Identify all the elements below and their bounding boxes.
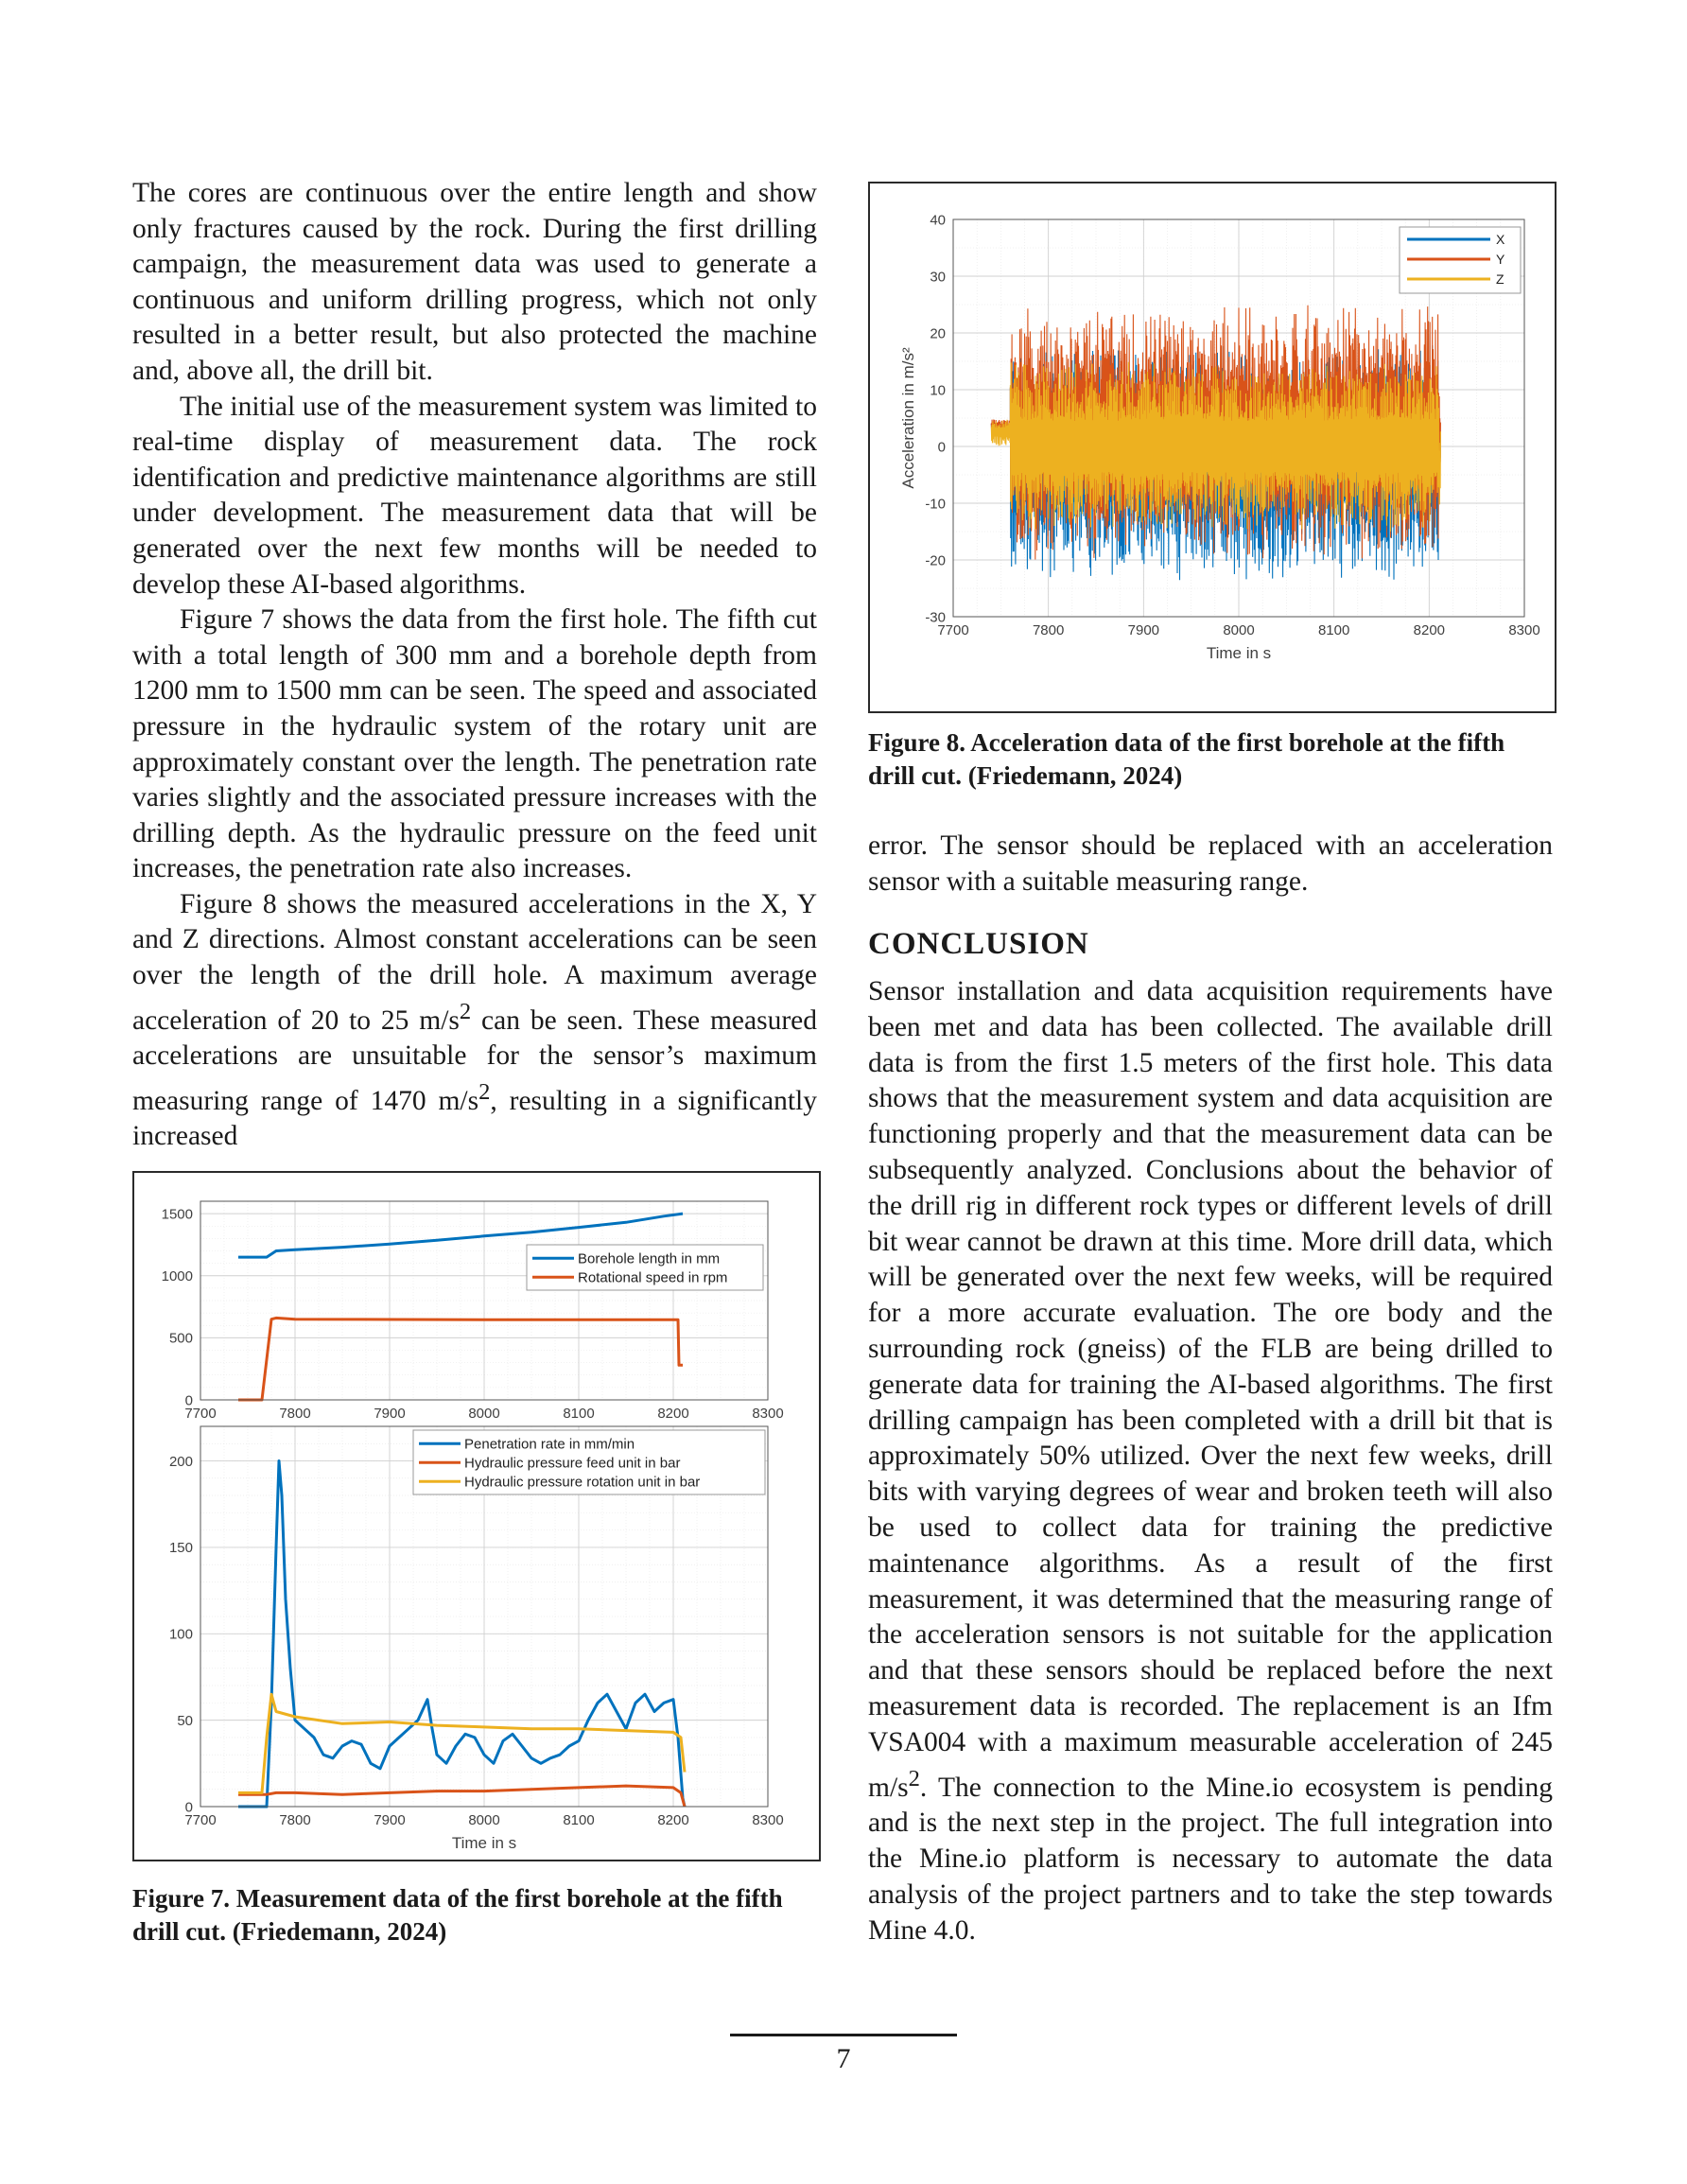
y-tick-label: 150 bbox=[168, 1540, 193, 1557]
y-tick-label: -20 bbox=[925, 552, 946, 569]
acceleration-chart bbox=[870, 183, 1555, 711]
x-tick-label: 8200 bbox=[657, 1406, 689, 1422]
section-heading: CONCLUSION bbox=[868, 927, 1089, 961]
legend-label: Penetration rate in mm/min bbox=[464, 1436, 635, 1453]
x-tick-label: 8300 bbox=[752, 1812, 784, 1828]
y-tick-label: 500 bbox=[168, 1330, 193, 1347]
x-tick-label: 7800 bbox=[1032, 622, 1065, 638]
paragraph: The initial use of the measurement system was limited to real-time display of measurement data. The rock identification and predictive maintenance algorithms are still under development. The measurement data that will be generated over the next few months will be needed to develop these AI-based algorithms. bbox=[132, 391, 817, 600]
x-tick-label: 7700 bbox=[184, 1406, 217, 1422]
y-tick-label: 1000 bbox=[161, 1268, 193, 1284]
footer-rule bbox=[730, 2034, 957, 2036]
y-tick-label: 10 bbox=[930, 382, 946, 399]
x-tick-label: 8000 bbox=[468, 1812, 500, 1828]
superscript: 2 bbox=[908, 1765, 920, 1791]
paragraph: Figure 7 shows the data from the first hole. The fifth cut with a total length of 300 mm and a borehole depth from 1200 mm to 1500 mm can be seen. The speed and associated pressure in the hydraulic system of the rotary unit are approximately constant over the length. The penetration rate varies slightly and the associated pressure increases with the drilling depth. As the hydraulic pressure on the feed unit increases, the penetration rate also increases. bbox=[132, 604, 817, 884]
y-tick-label: 0 bbox=[937, 439, 946, 456]
page-number: 7 bbox=[836, 2043, 851, 2074]
paragraph bbox=[132, 887, 817, 1155]
legend-label: Hydraulic pressure rotation unit in bar bbox=[464, 1474, 701, 1491]
x-tick-label: 7900 bbox=[1127, 622, 1160, 638]
figure-8 bbox=[868, 182, 1557, 713]
paragraph-text: can be seen. These measured accelerations are unsuitable for the sensor’s maximum measuring range of 1470 m/s bbox=[132, 1005, 817, 1116]
legend bbox=[527, 1245, 763, 1290]
x-axis-label: Time in s bbox=[1206, 644, 1272, 662]
y-tick-label: 50 bbox=[177, 1712, 193, 1729]
paragraph-text: Sensor installation and data acquisition requirements have been met and data has been collected. The available drill data is from the first 1.5 meters of the first hole. This data shows that the measurement system and data acquisition are functioning properly and that the measurement data can be subsequently analyzed. Conclusions about the behavior of the drill rig in different rock types or different levels of drill bit wear cannot be drawn at this time. More drill data, which will be generated over the next few weeks, will be required for a more accurate evaluation. The ore body and the surrounding rock (gneiss) of the FLB are being drilled to generate data for training the AI-based algorithms. The first drilling campaign has been completed with a drill bit that is approximately 50% utilized. Over the next few weeks, drill bits with varying degrees of wear and broken teeth will also be used to collect data for training the predictive maintenance algorithms. As a result of the first measurement, it was determined that the measuring range of the acceleration sensors is not suitable for the application and that these sensors should be replaced before the next measurement data is recorded. The replacement is an Ifm VSA004 with a maximum measurable acceleration of 245 m/s bbox=[868, 976, 1553, 1803]
legend-label: Borehole length in mm bbox=[578, 1250, 721, 1267]
x-tick-label: 8300 bbox=[752, 1406, 784, 1422]
y-tick-label: 0 bbox=[184, 1392, 193, 1409]
x-tick-label: 8000 bbox=[468, 1406, 500, 1422]
y-tick-label: 1500 bbox=[161, 1206, 193, 1223]
x-tick-label: 7800 bbox=[279, 1812, 311, 1828]
paragraph: error. The sensor should be replaced with an acceleration sensor with a suitable measuring range. bbox=[868, 830, 1553, 897]
legend bbox=[1400, 227, 1521, 293]
legend-label: X bbox=[1496, 232, 1505, 247]
x-tick-label: 7900 bbox=[374, 1812, 406, 1828]
x-tick-label: 7700 bbox=[937, 622, 969, 638]
figure-7-caption: Figure 7. Measurement data of the first borehole at the fifth drill cut. (Friedemann, 2024) bbox=[132, 1884, 783, 1946]
paragraph-text: . The connection to the Mine.io ecosystem is pending and is the next step in the project. The full integration into the Mine.io platform is necessary to automate the data analysis of the project partners and to take the step towards Mine 4.0. bbox=[868, 1772, 1553, 1946]
legend-label: Rotational speed in rpm bbox=[578, 1269, 728, 1286]
paragraph-text: Figure 8 shows the measured accelerations in the X, Y and Z directions. Almost constant accelerations can be seen over the length of the drill hole. A maximum average acceleration of 20 to 25 m/s bbox=[132, 888, 817, 1036]
y-tick-label: 20 bbox=[930, 325, 946, 342]
superscript: 2 bbox=[459, 998, 472, 1024]
y-tick-label: -10 bbox=[925, 496, 946, 513]
x-tick-label: 8100 bbox=[563, 1406, 595, 1422]
legend-label: Hydraulic pressure feed unit in bar bbox=[464, 1455, 681, 1472]
figure-8-caption: Figure 8. Acceleration data of the first borehole at the fifth drill cut. (Friedemann, 2024) bbox=[868, 728, 1505, 790]
y-axis-label: Acceleration in m/s² bbox=[899, 347, 917, 489]
paragraph: The cores are continuous over the entire length and show only fractures caused by the rock. During the first drilling campaign, the measurement data was used to generate a continuous and uniform drilling progress, which not only resulted in a better result, but also protected the machine and, above all, the drill bit. bbox=[132, 178, 817, 386]
x-tick-label: 7700 bbox=[184, 1812, 217, 1828]
figure-7 bbox=[132, 1171, 821, 1861]
y-tick-label: 40 bbox=[930, 212, 946, 229]
x-tick-label: 8200 bbox=[1413, 622, 1446, 638]
x-tick-label: 8300 bbox=[1508, 622, 1540, 638]
right-column bbox=[868, 829, 1553, 900]
legend-label: Z bbox=[1496, 271, 1504, 287]
left-column bbox=[132, 176, 817, 1155]
x-tick-label: 8200 bbox=[657, 1812, 689, 1828]
superscript: 2 bbox=[478, 1078, 491, 1105]
legend bbox=[413, 1430, 765, 1494]
x-axis-label: Time in s bbox=[451, 1834, 517, 1852]
y-tick-label: 100 bbox=[168, 1626, 193, 1643]
paragraph-text: , resulting in a significantly increased bbox=[132, 1085, 818, 1152]
y-tick-label: 0 bbox=[184, 1799, 193, 1816]
y-tick-label: 30 bbox=[930, 269, 946, 286]
x-tick-label: 7900 bbox=[374, 1406, 406, 1422]
x-tick-label: 8100 bbox=[563, 1812, 595, 1828]
x-tick-label: 8100 bbox=[1317, 622, 1350, 638]
x-tick-label: 7800 bbox=[279, 1406, 311, 1422]
conclusion-paragraph bbox=[868, 974, 1553, 1948]
legend-label: Y bbox=[1496, 252, 1505, 267]
measurement-chart bbox=[134, 1173, 819, 1860]
y-tick-label: 200 bbox=[168, 1453, 193, 1470]
y-tick-label: -30 bbox=[925, 609, 946, 626]
x-tick-label: 8000 bbox=[1223, 622, 1255, 638]
